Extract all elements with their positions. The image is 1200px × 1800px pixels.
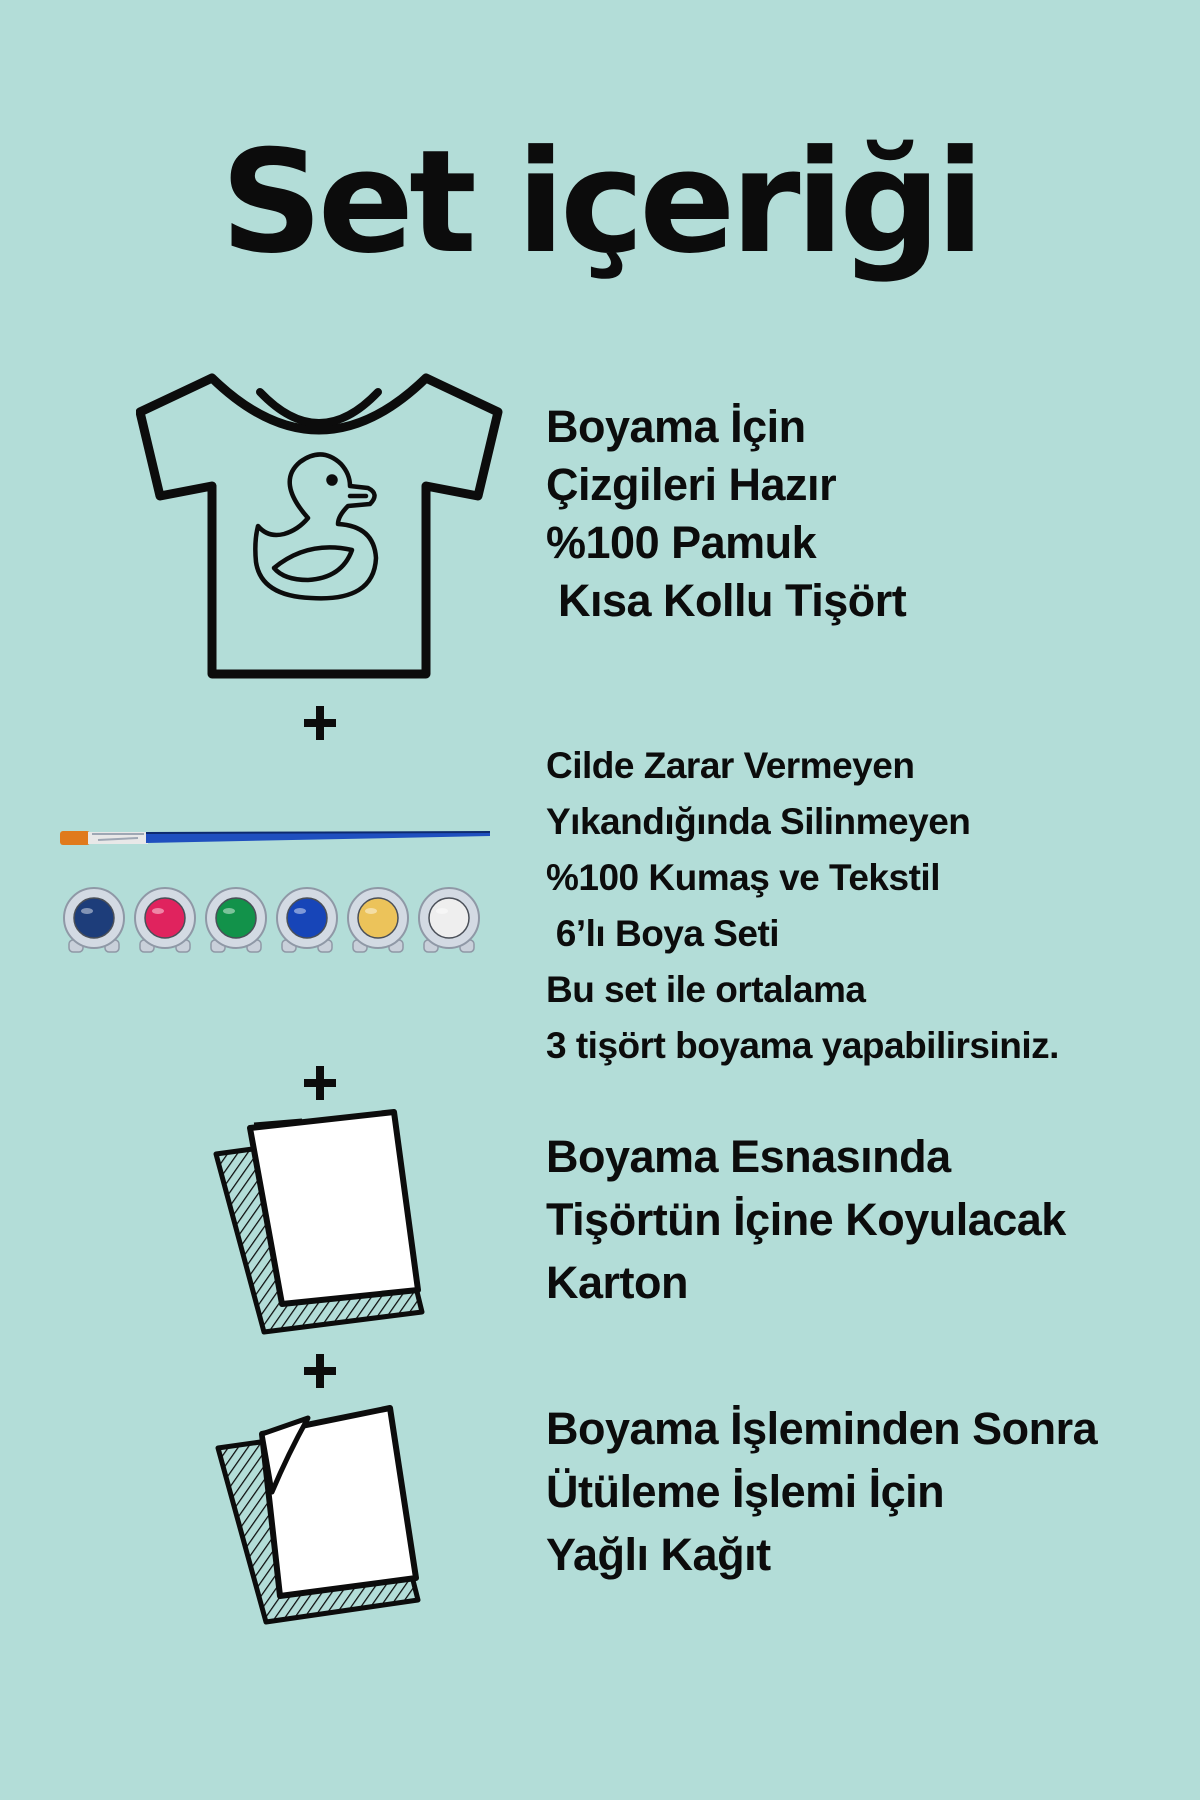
- description-line: %100 Pamuk: [546, 517, 817, 568]
- description-line: Boyama İşleminden Sonra: [546, 1403, 1098, 1454]
- description-line: Boyama Esnasında: [546, 1131, 951, 1182]
- t-shirt-description: [546, 398, 906, 630]
- paint-brush-icon: [60, 831, 490, 845]
- paint-brush-and-paint-pots-icon: [58, 820, 498, 980]
- description-line: Yağlı Kağıt: [546, 1529, 771, 1580]
- paint-pot: [419, 888, 479, 952]
- plus-sign: [304, 1354, 336, 1388]
- plus-sign: [304, 1066, 336, 1100]
- description-line: Bu set ile ortalama: [546, 969, 866, 1010]
- paint-pot: [206, 888, 266, 952]
- description-line: Tişörtün İçine Koyulacak: [546, 1194, 1066, 1245]
- paint-pot: [135, 888, 195, 952]
- description-line: 3 tişört boyama yapabilirsiniz.: [546, 1025, 1059, 1066]
- paint-pot: [64, 888, 124, 952]
- description-line: Ütüleme İşlemi İçin: [546, 1466, 945, 1517]
- plus-sign: [304, 706, 336, 740]
- description-line: Yıkandığında Silinmeyen: [546, 801, 971, 842]
- description-line: Çizgileri Hazır: [546, 459, 837, 510]
- description-line: 6’lı Boya Seti: [546, 913, 780, 954]
- description-line: %100 Kumaş ve Tekstil: [546, 857, 940, 898]
- cardboard-sheets-icon: [210, 1108, 435, 1338]
- paint-pot-row: [64, 888, 479, 952]
- paint-pot: [277, 888, 337, 952]
- page-title: Set içeriği: [220, 120, 980, 285]
- paint-set-description: [546, 738, 1059, 1074]
- description-line: Cilde Zarar Vermeyen: [546, 745, 915, 786]
- description-line: Boyama İçin: [546, 401, 806, 452]
- t-shirt-with-duck-icon: [136, 372, 506, 682]
- duck-icon: [255, 454, 376, 598]
- paper-sheets-icon: [212, 1400, 437, 1630]
- description-line: Karton: [546, 1257, 688, 1308]
- paint-pot: [348, 888, 408, 952]
- baking-paper-description: [546, 1397, 1097, 1586]
- description-line: Kısa Kollu Tişört: [546, 575, 907, 626]
- cardboard-description: [546, 1125, 1066, 1314]
